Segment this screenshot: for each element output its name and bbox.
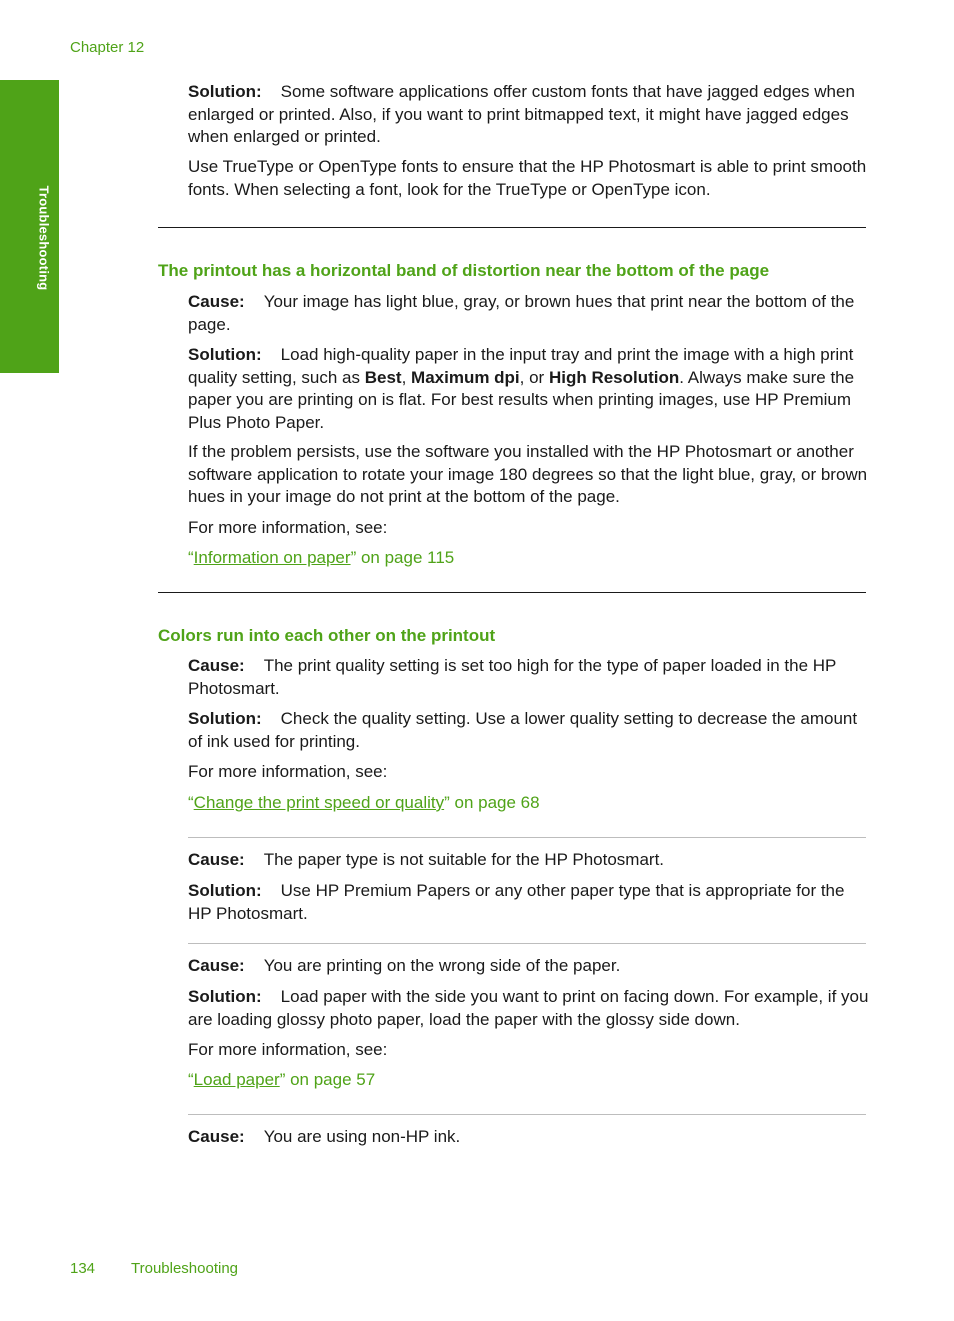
s2-c3-cause-text: You are printing on the wrong side of the paper. xyxy=(263,956,621,975)
s2-c2-solution-text: Use HP Premium Papers or any other paper type that is appropriate for the HP Photosmart. xyxy=(188,881,845,923)
cause-label: Cause: xyxy=(188,292,245,311)
link-quote-open: “ xyxy=(188,793,194,812)
s2-c3-cause xyxy=(188,955,870,978)
s2-c1-cause-text: The print quality setting is set too high for the type of paper loaded in the HP Photosmart. xyxy=(188,656,837,698)
section-divider xyxy=(158,227,866,228)
s2-c2-cause-text: The paper type is not suitable for the HP Photosmart. xyxy=(263,850,665,869)
intro-solution-text: Some software applications offer custom fonts that have jagged edges when enlarged or printed. Also, if you want to print bitmapped text, it might have jagged edges when enlarged or printed. xyxy=(188,82,855,146)
link-page-ref: ” on page 68 xyxy=(444,793,540,812)
s1-solution-post: . Always make sure the paper you are printing on is flat. For best results when printing images, use HP Premium Plus Photo Paper. xyxy=(188,367,855,432)
s2-c2-solution xyxy=(188,880,870,925)
intro-para: Use TrueType or OpenType fonts to ensure that the HP Photosmart is able to print smooth fonts. When selecting a font, look for the TrueType or OpenType icon. xyxy=(188,157,867,199)
link-change-print-speed[interactable] xyxy=(188,792,870,815)
link-load-paper[interactable] xyxy=(188,1069,870,1092)
intro-solution xyxy=(188,81,870,149)
link-text[interactable]: Change the print speed or quality xyxy=(193,793,445,812)
section-heading-colors-run: Colors run into each other on the printout xyxy=(158,626,496,645)
s1-sep1: , xyxy=(401,367,412,387)
footer-section: Troubleshooting xyxy=(131,1260,239,1277)
s1-cause xyxy=(188,291,870,336)
s2-c3-more-info: For more information, see: xyxy=(188,1040,388,1059)
cause-label: Cause: xyxy=(188,1127,245,1146)
s1-solution xyxy=(188,344,870,434)
s2-c1-solution-text: Check the quality setting. Use a lower quality setting to decrease the amount of ink used for printing. xyxy=(188,709,858,751)
solution-label: Solution: xyxy=(188,709,262,728)
solution-label: Solution: xyxy=(188,881,262,900)
s2-c2-cause xyxy=(188,849,870,872)
cause-label: Cause: xyxy=(188,956,245,975)
solution-label: Solution: xyxy=(188,345,262,364)
section-divider xyxy=(158,592,866,593)
s2-c1-solution xyxy=(188,708,870,753)
s2-c3-solution xyxy=(188,986,870,1031)
cause-divider xyxy=(188,837,866,838)
section-heading-distortion: The printout has a horizontal band of distortion near the bottom of the page xyxy=(158,261,770,280)
link-text[interactable]: Load paper xyxy=(193,1070,280,1089)
chapter-label: Chapter 12 xyxy=(70,39,145,56)
s2-c1-more-info: For more information, see: xyxy=(188,762,388,781)
link-text[interactable]: Information on paper xyxy=(193,548,351,567)
s1-sep2: , or xyxy=(519,367,549,387)
option-maximum-dpi: Maximum dpi xyxy=(411,367,520,387)
link-quote-open: “ xyxy=(188,1070,194,1089)
s2-c4-cause-text: You are using non-HP ink. xyxy=(263,1127,461,1146)
cause-label: Cause: xyxy=(188,850,245,869)
cause-label: Cause: xyxy=(188,656,245,675)
option-best: Best xyxy=(364,367,402,387)
solution-label: Solution: xyxy=(188,987,262,1006)
page-number: 134 xyxy=(70,1260,96,1277)
link-page-ref: ” on page 57 xyxy=(279,1070,376,1089)
s1-solution-pre: Load high-quality paper in the input tray and print the image with a high print quality setting, such as xyxy=(188,345,854,387)
s1-cause-text: Your image has light blue, gray, or brown hues that print near the bottom of the page. xyxy=(188,292,855,334)
s1-more-info: For more information, see: xyxy=(188,518,388,537)
side-tab-label: Troubleshooting xyxy=(36,185,52,291)
cause-divider xyxy=(188,1114,866,1115)
s2-c1-cause xyxy=(188,655,870,700)
solution-label: Solution: xyxy=(188,82,262,101)
s1-persist: If the problem persists, use the software you installed with the HP Photosmart or another software application to rotate your image 180 degrees so that the light blue, gray, or brown hues in your image do not print at the bottom of the page. xyxy=(188,442,868,506)
s2-c4-cause xyxy=(188,1126,870,1149)
link-quote-open: “ xyxy=(188,548,194,567)
option-high-resolution: High Resolution xyxy=(548,367,680,387)
link-information-on-paper[interactable] xyxy=(188,547,870,570)
cause-divider xyxy=(188,943,866,944)
side-tab xyxy=(0,80,59,373)
link-page-ref: ” on page 115 xyxy=(350,548,455,567)
s2-c3-solution-text: Load paper with the side you want to print on facing down. For example, if you are loading glossy photo paper, load the paper with the glossy side down. xyxy=(188,987,869,1029)
